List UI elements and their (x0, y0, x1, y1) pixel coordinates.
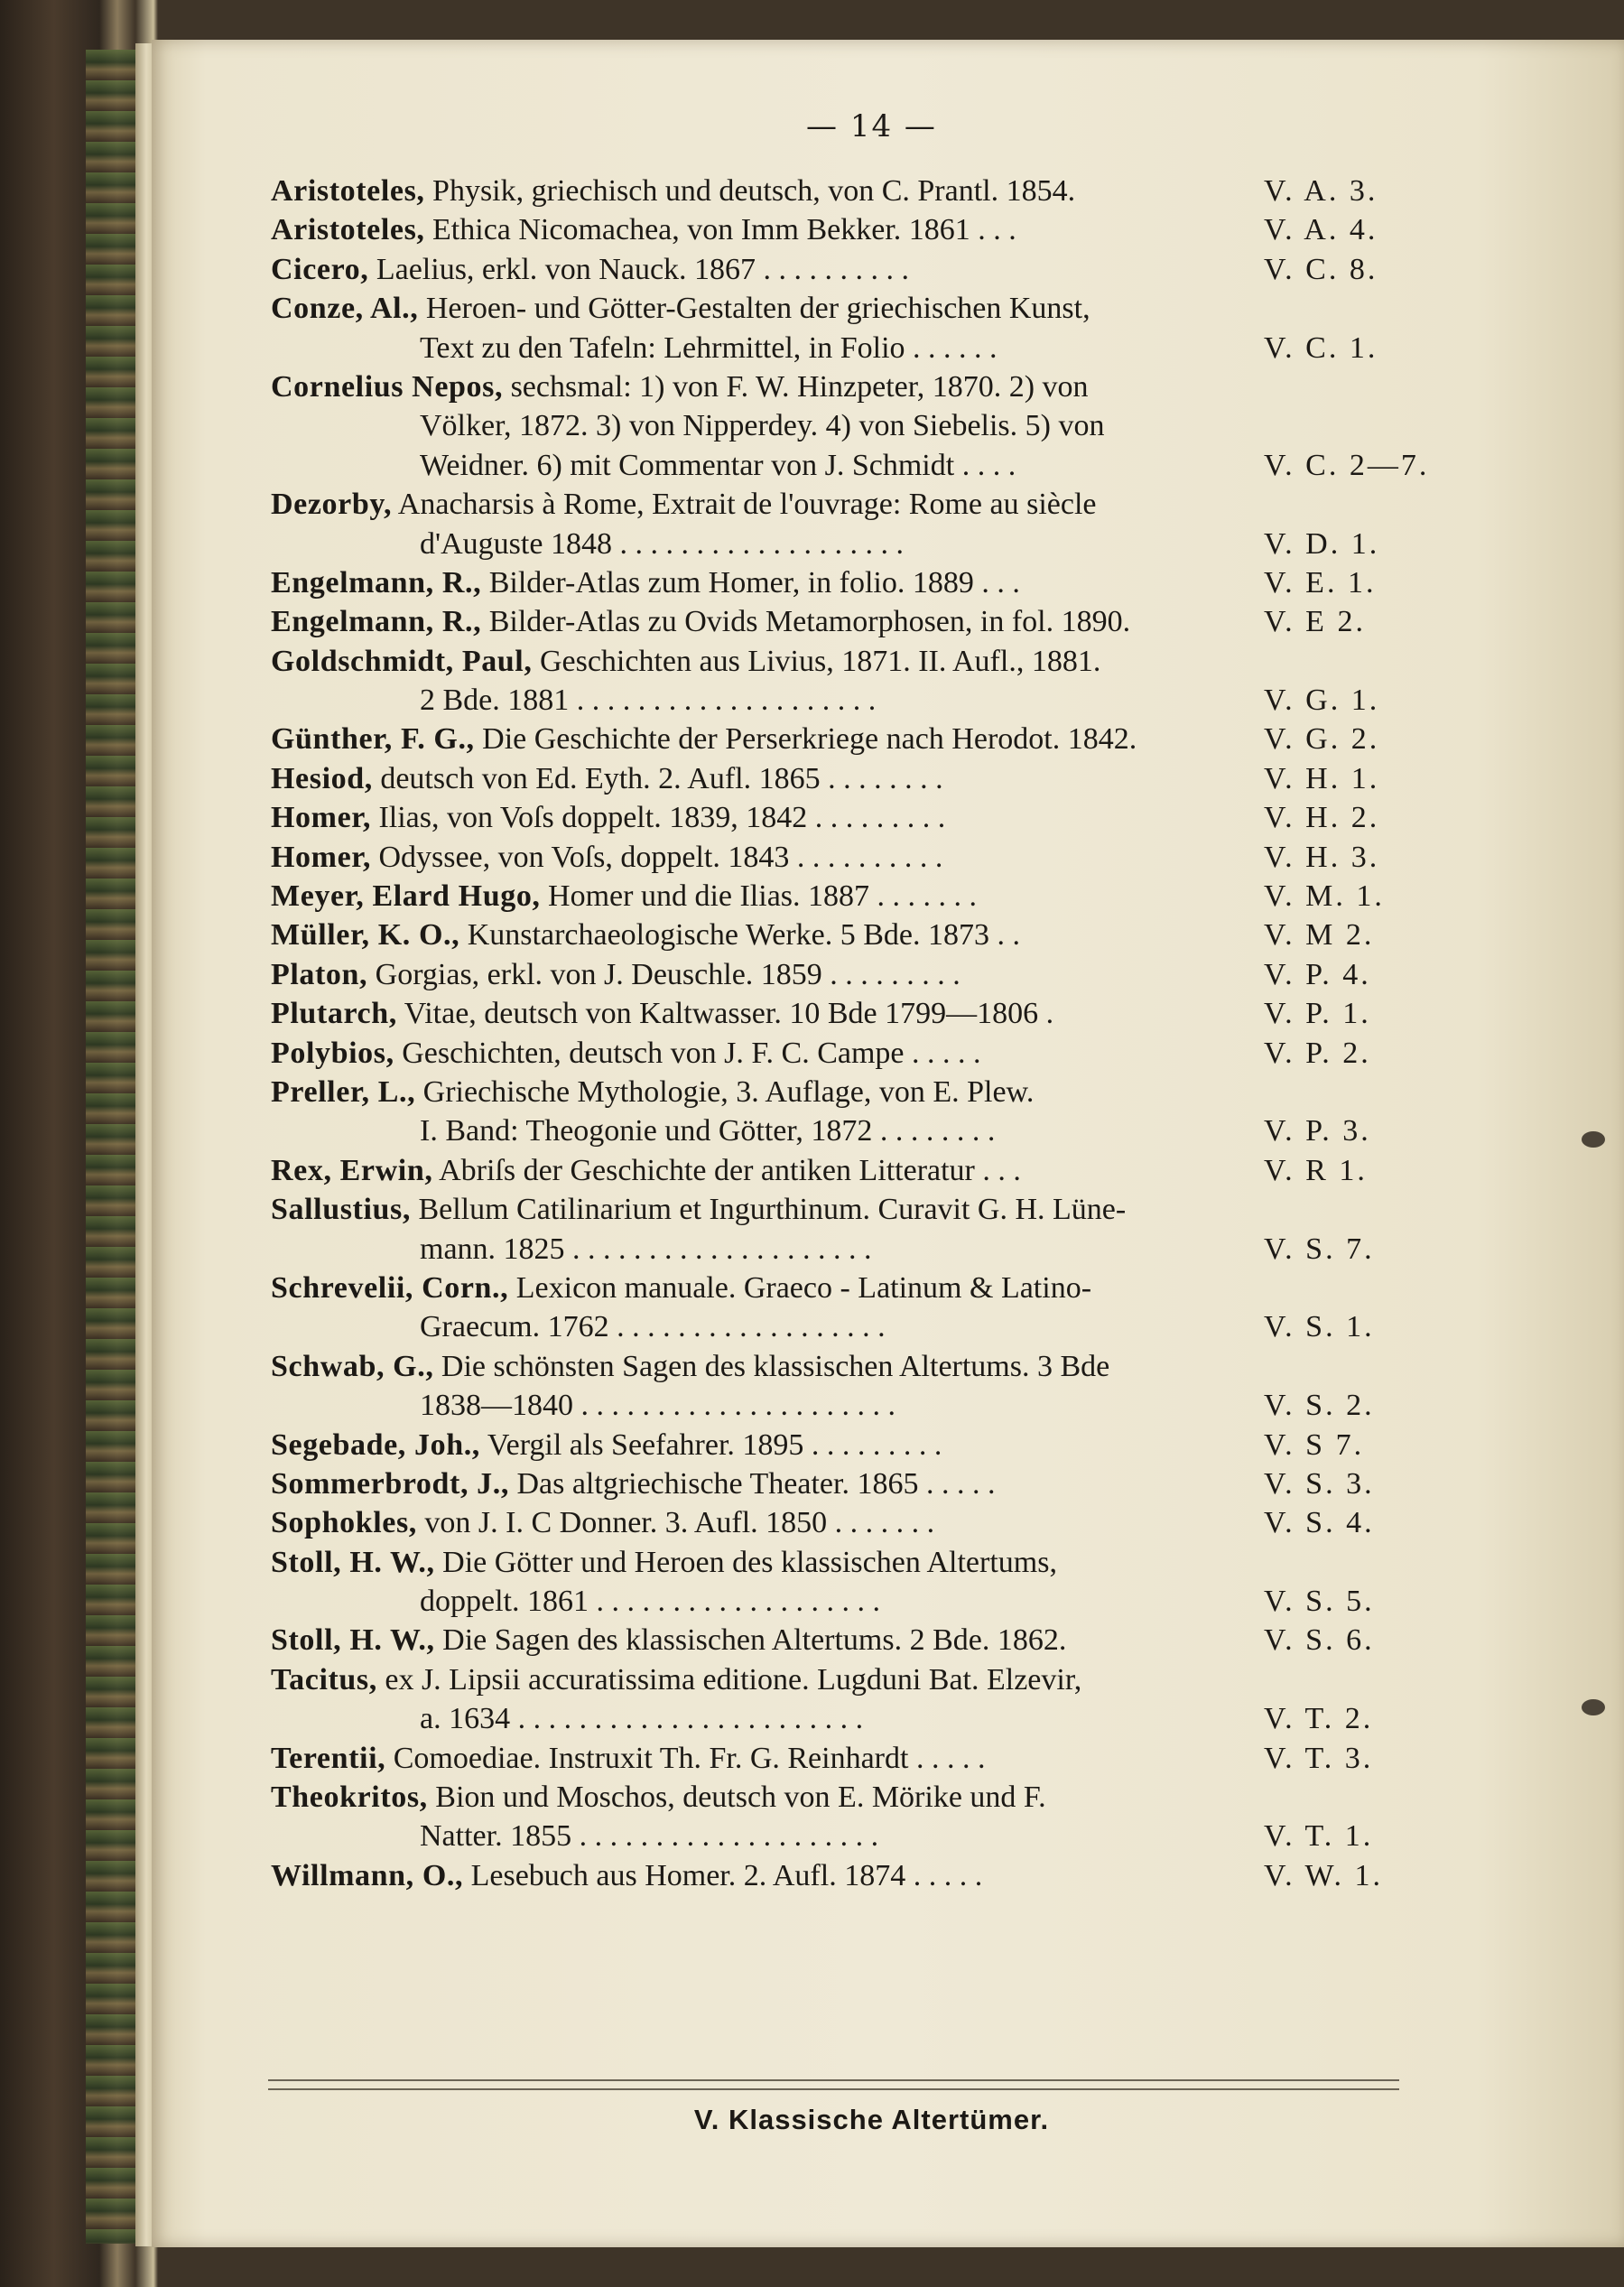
entry-title-text: Laelius, erkl. von Nauck. 1867 . . . . . . . . . . (376, 252, 910, 286)
entry-title-text: Geschichten aus Livius, 1871. II. Aufl., 1881. (539, 644, 1101, 678)
catalog-entry (271, 1543, 1444, 1622)
catalog-entry (271, 994, 1444, 1033)
entry-first-line (271, 759, 1237, 798)
entry-author: Rex, Erwin, (271, 1153, 433, 1187)
catalog-entry (271, 485, 1444, 563)
entry-shelf-mark: V. T. 2. (1264, 1702, 1374, 1736)
entry-continuation-line (271, 1111, 1237, 1150)
entry-author: Willmann, O., (271, 1858, 464, 1892)
entry-title-text: Geschichten, deutsch von J. F. C. Campe . . . . . (402, 1036, 981, 1070)
catalog-entry (271, 1464, 1444, 1503)
entry-author: Engelmann, R., (271, 605, 482, 639)
catalog-entry (271, 916, 1444, 954)
entry-title-text: Text zu den Tafeln: Lehrmittel, in Folio . . . . . . (420, 330, 998, 365)
entry-first-line (271, 563, 1237, 602)
entry-author: Schwab, G., (271, 1349, 434, 1383)
entry-title-text: Physik, griechisch und deutsch, von C. Prantl. 1854. (432, 174, 1076, 208)
catalog-entry-list (271, 172, 1444, 1895)
entry-first-line (271, 1660, 1237, 1699)
entry-title-text: doppelt. 1861 . . . . . . . . . . . . . . . . . . . (420, 1585, 880, 1619)
entry-title-text: mann. 1825 . . . . . . . . . . . . . . . . . . . . (420, 1232, 872, 1266)
catalog-entry (271, 172, 1444, 210)
entry-continuation-line (271, 446, 1237, 485)
entry-title-text: Graecum. 1762 . . . . . . . . . . . . . . . . . . (420, 1310, 886, 1344)
catalog-entry (271, 289, 1444, 367)
entry-first-line (271, 720, 1237, 758)
catalog-entry (271, 1503, 1444, 1542)
entry-author: Sophokles, (271, 1506, 417, 1540)
entry-title-text: ex J. Lipsii accuratissima editione. Lugduni Bat. Elzevir, (385, 1662, 1082, 1697)
entry-first-line (271, 367, 1237, 406)
entry-shelf-mark: V. M 2. (1264, 918, 1375, 953)
entry-title-text: Die Geschichte der Perserkriege nach Herodot. 1842. (482, 722, 1137, 757)
catalog-entry (271, 955, 1444, 994)
catalog-entry (271, 602, 1444, 641)
entry-continuation-line (271, 329, 1237, 367)
entry-title-text: I. Band: Theogonie und Götter, 1872 . . . . . . . . (420, 1114, 996, 1148)
entry-first-line (271, 1543, 1237, 1582)
entry-shelf-mark: V. S. 3. (1264, 1466, 1375, 1501)
entry-shelf-mark: V. T. 3. (1264, 1741, 1374, 1775)
entry-shelf-mark: V. W. 1. (1264, 1858, 1384, 1892)
entry-author: Preller, L., (271, 1074, 416, 1109)
entry-first-line (271, 1034, 1237, 1073)
entry-author: Günther, F. G., (271, 722, 475, 757)
entry-shelf-mark: V. S. 7. (1264, 1232, 1375, 1266)
entry-shelf-mark: V. S. 6. (1264, 1623, 1375, 1658)
entry-title-text: Anacharsis à Rome, Extrait de l'ouvrage: Rome au siècle (397, 488, 1097, 522)
entry-first-line (271, 877, 1237, 916)
entry-first-line (271, 485, 1237, 524)
entry-first-line (271, 1151, 1237, 1190)
entry-title-text: 2 Bde. 1881 . . . . . . . . . . . . . . . . . . . . (420, 683, 877, 718)
entry-shelf-mark: V. T. 1. (1264, 1819, 1374, 1854)
catalog-entry (271, 1151, 1444, 1190)
entry-first-line (271, 916, 1237, 954)
entry-title-text: Lesebuch aus Homer. 2. Aufl. 1874 . . . . . (470, 1858, 983, 1892)
entry-author: Hesiod, (271, 761, 373, 795)
entry-author: Aristoteles, (271, 174, 425, 208)
catalog-entry (271, 563, 1444, 602)
entry-title-text: Comoediae. Instruxit Th. Fr. G. Reinhardt . . . . . (393, 1741, 986, 1775)
entry-shelf-mark: V. M. 1. (1264, 879, 1385, 914)
section-footer-title: V. Klassische Altertümer. (693, 2104, 1050, 2135)
entry-shelf-mark: V. P. 2. (1264, 1036, 1371, 1070)
entry-author: Polybios, (271, 1036, 394, 1070)
entry-author: Goldschmidt, Paul, (271, 644, 533, 678)
catalog-entry (271, 1856, 1444, 1895)
catalog-entry (271, 798, 1444, 837)
entry-title-text: Weidner. 6) mit Commentar von J. Schmidt . . . . (420, 448, 1016, 482)
catalog-entry (271, 367, 1444, 485)
catalog-entry (271, 1426, 1444, 1464)
catalog-entry (271, 1034, 1444, 1073)
entry-author: Platon, (271, 957, 368, 991)
entry-author: Conze, Al., (271, 292, 419, 326)
entry-shelf-mark: V. P. 4. (1264, 957, 1371, 991)
entry-first-line (271, 172, 1237, 210)
entry-author: Engelmann, R., (271, 565, 482, 600)
entry-title-text: von J. I. C Donner. 3. Aufl. 1850 . . . . . . . (424, 1506, 935, 1540)
entry-first-line (271, 1190, 1237, 1229)
entry-title-text: Die Sagen des klassischen Altertums. 2 Bde. 1862. (442, 1623, 1067, 1658)
entry-continuation-line (271, 1699, 1237, 1738)
entry-title-text: Gorgias, erkl. von J. Deuschle. 1859 . . . . . . . . . (375, 957, 960, 991)
entry-author: Aristoteles, (271, 213, 425, 247)
entry-first-line (271, 994, 1237, 1033)
catalog-entry (271, 1190, 1444, 1269)
entry-continuation-line (271, 525, 1237, 563)
entry-title-text: sechsmal: 1) von F. W. Hinzpeter, 1870. 2) von (510, 369, 1089, 404)
entry-first-line (271, 838, 1237, 877)
catalog-entry (271, 1739, 1444, 1778)
entry-first-line (271, 1739, 1237, 1778)
entry-first-line (271, 1778, 1237, 1817)
catalog-entry (271, 642, 1444, 720)
entry-continuation-line (271, 1230, 1237, 1269)
entry-first-line (271, 1269, 1237, 1307)
catalog-entry (271, 1073, 1444, 1151)
entry-shelf-mark: V. A. 3. (1264, 174, 1378, 208)
entry-title-text: Kunstarchaeologische Werke. 5 Bde. 1873 . . (467, 918, 1020, 953)
entry-shelf-mark: V. A. 4. (1264, 213, 1378, 247)
entry-shelf-mark: V. P. 3. (1264, 1114, 1371, 1148)
page-number: — 14 — (806, 108, 937, 144)
entry-shelf-mark: V. S. 5. (1264, 1585, 1375, 1619)
entry-shelf-mark: V. E. 1. (1264, 565, 1377, 600)
entry-continuation-line (271, 406, 1237, 445)
entry-author: Cornelius Nepos, (271, 369, 504, 404)
entry-first-line (271, 955, 1237, 994)
entry-author: Schrevelii, Corn., (271, 1270, 509, 1305)
entry-title-text: Bilder-Atlas zum Homer, in folio. 1889 . . . (488, 565, 1020, 600)
entry-title-text: Bellum Catilinarium et Ingurthinum. Curavit G. H. Lüne- (418, 1193, 1127, 1227)
entry-shelf-mark: V. C. 8. (1264, 252, 1378, 286)
entry-shelf-mark: V. C. 1. (1264, 330, 1378, 365)
entry-title-text: Vitae, deutsch von Kaltwasser. 10 Bde 1799—1806 . (404, 997, 1054, 1031)
entry-author: Meyer, Elard Hugo, (271, 879, 541, 914)
entry-first-line (271, 642, 1237, 681)
entry-title-text: Ilias, von Voſs doppelt. 1839, 1842 . . . . . . . . . (378, 801, 946, 835)
entry-shelf-mark: V. G. 2. (1264, 722, 1380, 757)
catalog-entry (271, 210, 1444, 249)
page-tab-marker (1582, 1131, 1605, 1148)
entry-shelf-mark: V. S 7. (1264, 1427, 1365, 1462)
entry-shelf-mark: V. H. 3. (1264, 840, 1380, 874)
entry-first-line (271, 798, 1237, 837)
catalog-entry (271, 720, 1444, 758)
entry-shelf-mark: V. C. 2—7. (1264, 448, 1430, 482)
entry-title-text: Abriſs der Geschichte der antiken Litteratur . . . (439, 1153, 1021, 1187)
entry-title-text: d'Auguste 1848 . . . . . . . . . . . . . . . . . . . (420, 526, 904, 561)
catalog-entry (271, 759, 1444, 798)
entry-first-line (271, 1503, 1237, 1542)
entry-title-text: Die schönsten Sagen des klassischen Altertums. 3 Bde (441, 1349, 1110, 1383)
entry-first-line (271, 1347, 1237, 1386)
entry-author: Homer, (271, 801, 371, 835)
catalog-entry (271, 877, 1444, 916)
entry-shelf-mark: V. S. 4. (1264, 1506, 1375, 1540)
entry-title-text: Völker, 1872. 3) von Nipperdey. 4) von Siebelis. 5) von (420, 409, 1105, 443)
entry-shelf-mark: V. R 1. (1264, 1153, 1368, 1187)
catalog-entry (271, 1269, 1444, 1347)
entry-author: Cicero, (271, 252, 369, 286)
entry-title-text: Griechische Mythologie, 3. Auflage, von E. Plew. (422, 1074, 1035, 1109)
entry-title-text: Bion und Moschos, deutsch von E. Mörike und F. (435, 1780, 1046, 1815)
entry-shelf-mark: V. H. 2. (1264, 801, 1380, 835)
entry-author: Segebade, Joh., (271, 1427, 480, 1462)
entry-shelf-mark: V. P. 1. (1264, 997, 1371, 1031)
catalog-entry (271, 1347, 1444, 1426)
entry-first-line (271, 1856, 1237, 1895)
catalog-entry (271, 1621, 1444, 1659)
entry-shelf-mark: V. E 2. (1264, 605, 1366, 639)
entry-title-text: Lexicon manuale. Graeco - Latinum & Latino- (515, 1270, 1092, 1305)
entry-title-text: Bilder-Atlas zu Ovids Metamorphosen, in fol. 1890. (488, 605, 1131, 639)
entry-author: Dezorby, (271, 488, 393, 522)
entry-shelf-mark: V. S. 2. (1264, 1389, 1375, 1423)
entry-title-text: Heroen- und Götter-Gestalten der griechischen Kunst, (425, 292, 1090, 326)
entry-title-text: Das altgriechische Theater. 1865 . . . . . (516, 1466, 996, 1501)
entry-shelf-mark: V. G. 1. (1264, 683, 1380, 718)
entry-first-line (271, 210, 1237, 249)
entry-continuation-line (271, 1307, 1237, 1346)
entry-author: Theokritos, (271, 1780, 428, 1815)
catalog-entry (271, 838, 1444, 877)
entry-first-line (271, 602, 1237, 641)
entry-first-line (271, 289, 1237, 328)
entry-first-line (271, 1464, 1237, 1503)
entry-first-line (271, 250, 1237, 289)
entry-shelf-mark: V. S. 1. (1264, 1310, 1375, 1344)
entry-author: Stoll, H. W., (271, 1623, 435, 1658)
entry-author: Müller, K. O., (271, 918, 460, 953)
entry-author: Tacitus, (271, 1662, 377, 1697)
entry-continuation-line (271, 681, 1237, 720)
catalog-entry (271, 1778, 1444, 1856)
entry-title-text: Homer und die Ilias. 1887 . . . . . . . (548, 879, 978, 914)
entry-title-text: Vergil als Seefahrer. 1895 . . . . . . . . . (487, 1427, 942, 1462)
entry-author: Plutarch, (271, 997, 397, 1031)
entry-title-text: a. 1634 . . . . . . . . . . . . . . . . . . . . . . . (420, 1702, 864, 1736)
entry-title-text: deutsch von Ed. Eyth. 2. Aufl. 1865 . . . . . . . . (380, 761, 943, 795)
entry-first-line (271, 1073, 1237, 1111)
entry-author: Homer, (271, 840, 371, 874)
entry-continuation-line (271, 1386, 1237, 1425)
catalog-entry (271, 1660, 1444, 1739)
catalog-entry (271, 250, 1444, 289)
entry-author: Stoll, H. W., (271, 1545, 435, 1579)
entry-first-line (271, 1621, 1237, 1659)
entry-author: Sommerbrodt, J., (271, 1466, 509, 1501)
entry-title-text: Odyssee, von Voſs, doppelt. 1843 . . . . . . . . . . (378, 840, 943, 874)
entry-author: Sallustius, (271, 1193, 411, 1227)
entry-first-line (271, 1426, 1237, 1464)
entry-shelf-mark: V. D. 1. (1264, 526, 1380, 561)
entry-continuation-line (271, 1582, 1237, 1621)
entry-title-text: Natter. 1855 . . . . . . . . . . . . . . . . . . . . (420, 1819, 879, 1854)
entry-title-text: Die Götter und Heroen des klassischen Altertums, (442, 1545, 1057, 1579)
entry-title-text: 1838—1840 . . . . . . . . . . . . . . . . . . . . . (420, 1389, 896, 1423)
entry-author: Terentii, (271, 1741, 386, 1775)
entry-continuation-line (271, 1817, 1237, 1855)
entry-shelf-mark: V. H. 1. (1264, 761, 1380, 795)
page-tab-marker (1582, 1699, 1605, 1715)
entry-title-text: Ethica Nicomachea, von Imm Bekker. 1861 . . . (432, 213, 1016, 247)
footer-divider (268, 2079, 1399, 2090)
